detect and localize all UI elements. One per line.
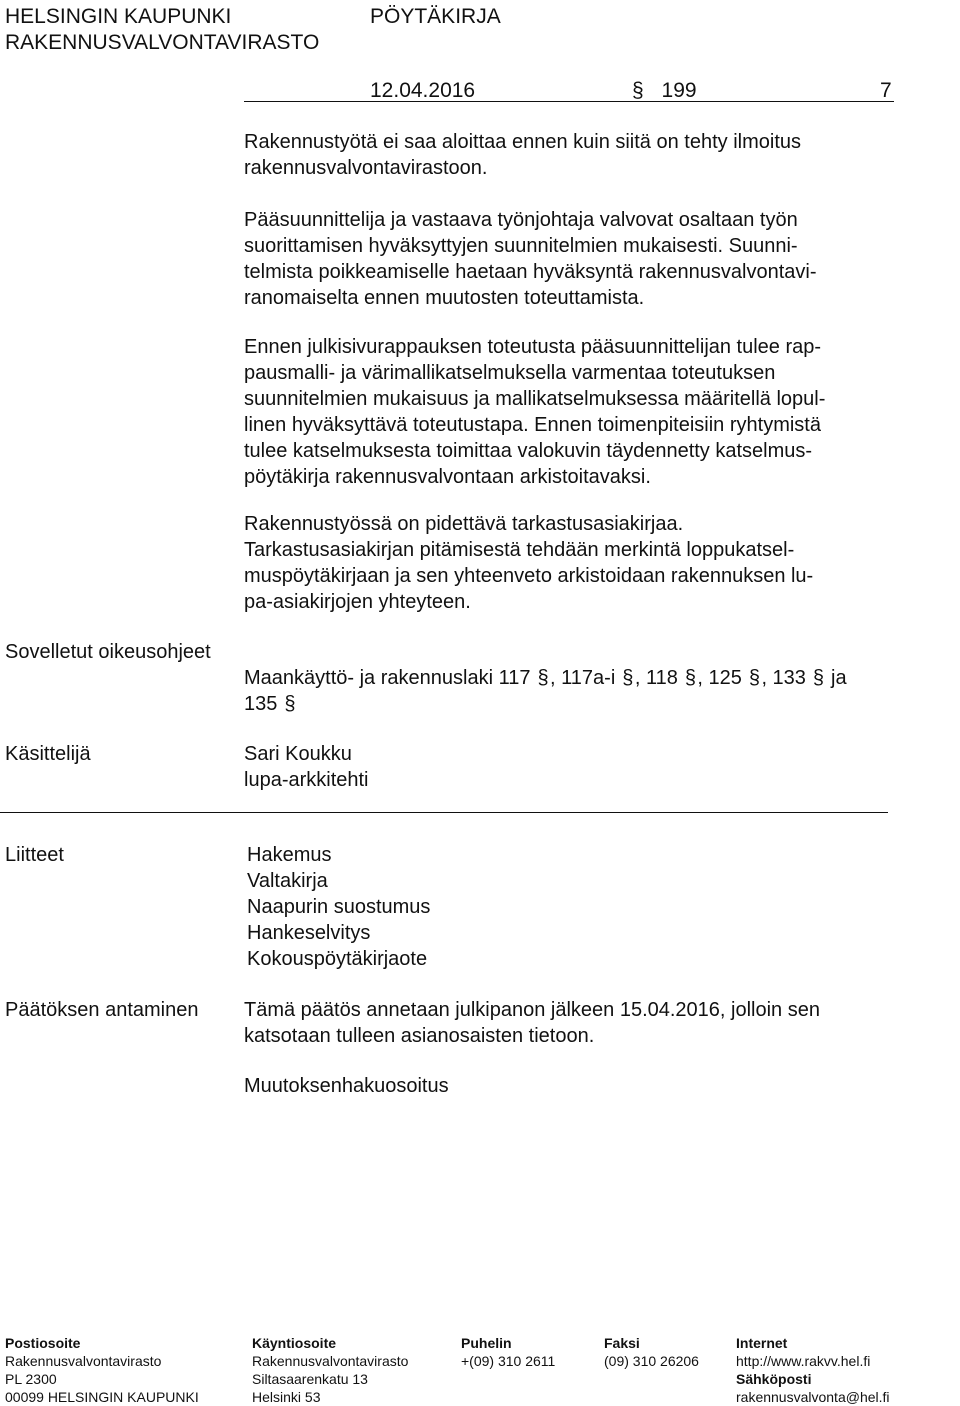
page-number: 7 [880, 79, 892, 102]
section-divider [0, 812, 888, 813]
applied-law-label: Sovelletut oikeusohjeet [5, 641, 211, 663]
org-name: HELSINGIN KAUPUNKI [5, 5, 232, 28]
section-number: § 199 [632, 79, 697, 102]
handler-label: Käsittelijä [5, 743, 91, 765]
list-item: Hakemus [247, 844, 332, 866]
applied-law-text: Maankäyttö- ja rakennuslaki 117 §, 117a-i §, 118 §, 125 §, 133 § ja 135 § [244, 667, 847, 715]
department-name: RAKENNUSVALVONTAVIRASTO [5, 31, 320, 54]
attachments-label: Liitteet [5, 844, 64, 866]
footer-internet: Internet http://www.rakvv.hel.fi Sähköposti rakennusvalvonta@hel.fi [736, 1335, 890, 1405]
decision-text: Tämä päätös annetaan julkipanon jälkeen 15.04.2016, jolloin sen katsotaan tulleen asianosaisten tietoon. [244, 999, 820, 1047]
section-symbol-icon: § [284, 693, 296, 715]
paragraph-inspection-document: Rakennustyössä on pidettävä tarkastusasiakirjaa. Tarkastusasiakirjan pitämisestä tehdään merkintä loppukatsel- muspöytäkirjaan ja sen yhteenveto arkistoidaan rakennuksen lu- pa-asiakirjojen yhteyteen. [244, 513, 814, 613]
footer-visit-address: Käyntiosoite Rakennusvalvontavirasto Siltasaarenkatu 13 Helsinki 53 [252, 1335, 409, 1405]
document-type: PÖYTÄKIRJA [370, 5, 501, 28]
decision-label: Päätöksen antaminen [5, 999, 199, 1021]
footer-fax: Faksi (09) 310 26206 [604, 1335, 699, 1369]
meeting-date: 12.04.2016 [370, 79, 476, 102]
email-link[interactable]: rakennusvalvonta@hel.fi [736, 1389, 890, 1405]
handler-info [244, 741, 894, 793]
paragraph-start-notice: Rakennustyötä ei saa aloittaa ennen kuin siitä on tehty ilmoitus rakennusvalvontavirastoon. [244, 131, 802, 179]
paragraph-supervision: Pääsuunnittelija ja vastaava työnjohtaja valvovat osaltaan työn suorittamisen hyväksyttyjen suunnitelmien mukaisesti. Suunni- telmista poikkeamiselle haetaan hyväksyntä rakennusvalvontavi- ranomaiselta ennen muutosten toteuttamista. [244, 209, 817, 309]
list-item: Valtakirja [247, 870, 328, 892]
handler-name: Sari Koukku [244, 743, 352, 765]
section-symbol-icon: § [537, 667, 549, 689]
list-item: Kokouspöytäkirjaote [247, 948, 428, 970]
footer-postal-address: Postiosoite Rakennusvalvontavirasto PL 2300 00099 HELSINGIN KAUPUNKI [5, 1335, 199, 1405]
header-divider [244, 101, 894, 102]
handler-title: lupa-arkkitehti [244, 769, 369, 791]
section-symbol-icon: § [622, 667, 634, 689]
footer-phone: Puhelin +(09) 310 2611 [461, 1335, 556, 1369]
website-link[interactable]: http://www.rakvv.hel.fi [736, 1353, 871, 1369]
section-symbol-icon: § [748, 667, 760, 689]
paragraph-facade: Ennen julkisivurappauksen toteutusta pääsuunnittelijan tulee rap- pausmalli- ja värimallikatselmuksella varmentaa toteutuksen suunnitelmien mukaisuus ja mallikatselmuksessa määritellä lopul- linen hyväksyttävä toteutustapa. Ennen toimenpiteisiin ryhtymistä tulee katselmuksesta toimittaa valokuvin täydennetty katselmus- pöytäkirja rakennusvalvontaan arkistoitavaksi. [244, 336, 826, 488]
section-symbol-icon: § [632, 79, 644, 102]
attachments-list [247, 842, 897, 972]
section-symbol-icon: § [812, 667, 825, 689]
appeal-instructions: Muutoksenhakuosoitus [244, 1075, 449, 1097]
section-symbol-icon: § [684, 667, 696, 689]
list-item: Hankeselvitys [247, 922, 371, 944]
list-item: Naapurin suostumus [247, 896, 431, 918]
